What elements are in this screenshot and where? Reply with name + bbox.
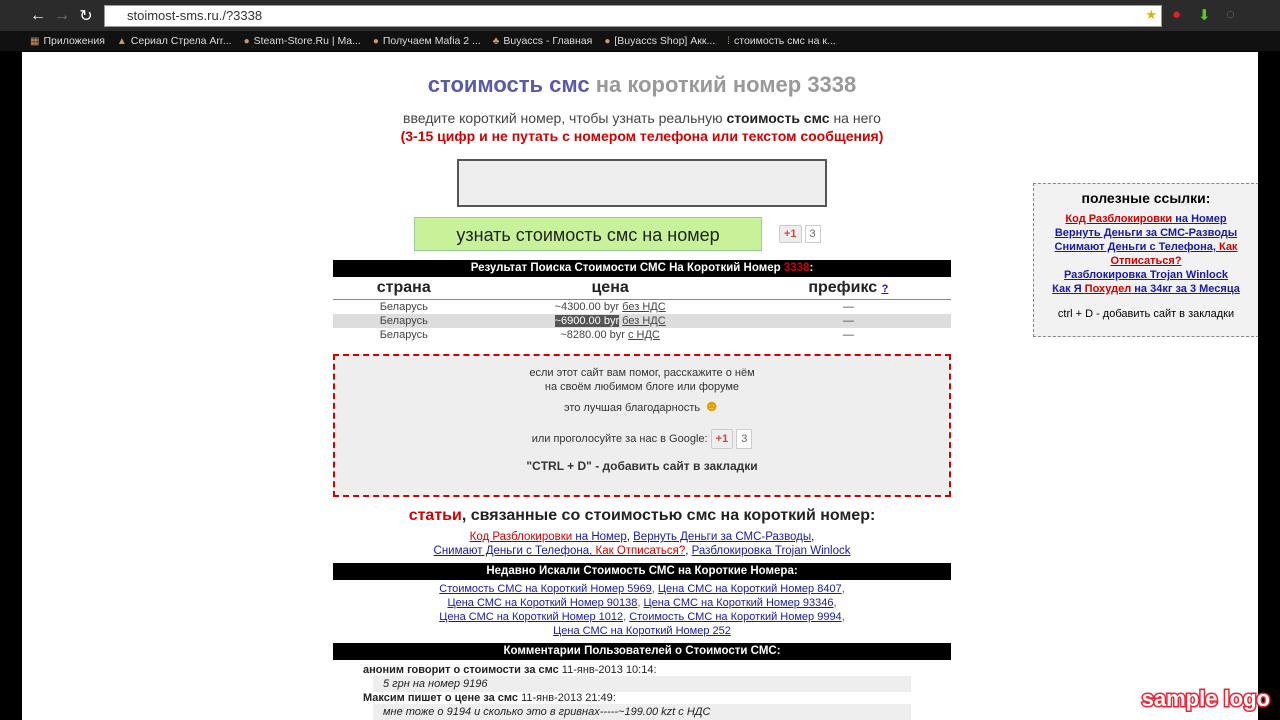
sidebar-link[interactable]: Снимают Деньги с Телефона, Как Отписаться? — [1054, 241, 1238, 267]
share-box: если этот сайт вам помог, расскажите о нём на своём любимом блоге или форуме это лучшая благодарность ☻ или проголосуйте за нас в Google: +1 3 "CTRL + D" - добавить сайт в закладки — [333, 354, 951, 497]
short-number-input[interactable] — [457, 159, 827, 207]
check-cost-button[interactable]: узнать стоимость смс на номер — [414, 217, 762, 251]
comment-text: мне тоже о 9194 и сколько это в гривнах-----~199.00 kzt с НДС — [373, 704, 911, 720]
table-row: Беларусь ~4300.00 byr без НДС — — [379, 301, 854, 313]
bookmark[interactable]: ● [Buyaccs Shop] Акк... — [604, 35, 716, 47]
page-content — [22, 52, 1258, 720]
intro-warning: (3-15 цифр и не путать с номером телефона или текстом сообщения) — [400, 128, 884, 144]
bookmark[interactable]: ⁞ стоимость смс на к... — [727, 35, 836, 47]
forward-icon[interactable]: → — [54, 6, 70, 24]
comments-section: Комментарии Пользователей о Стоимости СМС: аноним говорит о стоимости за смс 11-янв-2013 10:14: 5 грн на номер 9196 Максим пишет о цене за смс 11-янв-2013 21:49: мне тоже о 9194 и сколько это в гривнах-----~199.00 kzt с НДС — [333, 643, 951, 720]
comment-text: 5 грн на номер 9196 — [373, 676, 911, 692]
sidebar-link[interactable]: Код Разблокировки на Номер — [1065, 213, 1227, 225]
table-row: Беларусь ~6900.00 byr без НДС — — [333, 314, 951, 328]
google-plus-button[interactable]: +1 3 — [711, 429, 753, 449]
bookmark[interactable]: ♣ Buyaccs - Главная — [492, 35, 593, 47]
url-text: stoimost-sms.ru./?3338 — [127, 8, 263, 23]
recent-link[interactable]: Цена СМС на Короткий Номер 1012 — [439, 611, 624, 623]
bookmark-icon: ♣ — [492, 35, 500, 47]
extension-icon[interactable]: ● — [1172, 6, 1182, 23]
smiley-icon: ☻ — [703, 398, 721, 415]
reload-icon[interactable]: ↻ — [79, 7, 93, 25]
page-title: стоимость смс на короткий номер 3338 — [427, 72, 857, 97]
extension-icon[interactable]: ◌ — [1226, 6, 1235, 23]
steam-icon: ● — [243, 35, 250, 47]
bookmarks-bar — [0, 31, 1280, 51]
recent-link[interactable]: Цена СМС на Короткий Номер 8407 — [657, 583, 842, 595]
results-title: Результат Поиска Стоимости СМС На Короткий Номер 3338: — [333, 260, 951, 277]
results-section — [333, 260, 951, 342]
browser-toolbar — [0, 0, 1280, 31]
recent-link[interactable]: Стоимость СМС на Короткий Номер 9994 — [629, 611, 842, 623]
google-plus-button[interactable]: +1 3 — [779, 225, 821, 243]
recent-link[interactable]: Цена СМС на Короткий Номер 93346 — [643, 597, 834, 609]
prefix-help-link[interactable]: ? — [881, 283, 889, 295]
star-icon[interactable]: ★ — [1145, 7, 1157, 22]
results-table: страна цена префикс ? Беларусь ~4300.00 byr без НДС — Беларусь ~6900.00 byr без НДС — Беларусь ~8280.00 byr с НДС — — [333, 277, 951, 342]
bookmark-apps[interactable]: ▦ Приложения — [30, 35, 105, 47]
address-bar[interactable] — [104, 5, 1162, 27]
bookmark[interactable]: ● Получаем Mafia 2 ... — [372, 35, 481, 47]
useful-links-sidebar: полезные ссылки: Код Разблокировки на Номер Вернуть Деньги за СМС-Разводы Снимают Деньги с Телефона, Как Отписаться? Разблокировка Trojan Winlock Как Я Похудел на 34кг за 3 Месяца ctrl + D - добавить сайт в закладки — [1033, 183, 1258, 337]
recent-link[interactable]: Стоимость СМС на Короткий Номер 5969 — [439, 583, 652, 595]
back-icon[interactable]: ← — [30, 6, 46, 24]
bookmark[interactable]: ● Steam-Store.Ru | Ma... — [243, 35, 361, 47]
apps-icon: ▦ — [30, 35, 40, 47]
sidebar-link[interactable]: Вернуть Деньги за СМС-Разводы — [1054, 227, 1238, 239]
sidebar-link[interactable]: Разблокировка Trojan Winlock — [1063, 269, 1228, 281]
bookmark-icon: ⁞ — [727, 35, 730, 47]
sidebar-link[interactable]: Как Я Похудел на 34кг за 3 Месяца — [1052, 283, 1240, 295]
articles-title: статьи, связанные со стоимостью смс на короткий номер: — [408, 507, 876, 524]
table-row: Беларусь ~8280.00 byr с НДС — — [379, 329, 854, 341]
comment-header: аноним говорит о стоимости за смс 11-янв-2013 10:14: — [363, 664, 657, 676]
watermark-logo: sample logo — [1141, 686, 1270, 711]
bookmark-icon: ▲ — [116, 35, 127, 47]
bookmark-icon: ● — [372, 35, 379, 47]
article-link[interactable]: Вернуть Деньги за СМС-Разводы — [633, 531, 812, 543]
bookmark[interactable]: ▲ Сериал Стрела Arr... — [116, 35, 232, 47]
article-link[interactable]: Снимают Деньги с Телефона, Как Отписаться? — [433, 545, 686, 557]
article-link[interactable]: Разблокировка Trojan Winlock — [691, 545, 851, 557]
comment-header: Максим пишет о цене за смс 11-янв-2013 21:49: — [363, 692, 616, 704]
article-link[interactable]: Код Разблокировки на Номер — [469, 531, 627, 543]
recent-section: Недавно Искали Стоимость СМС на Короткие Номера: Стоимость СМС на Короткий Номер 5969, Цена СМС на Короткий Номер 8407, Цена СМС на Короткий Номер 90138, Цена СМС на Короткий Номер 93346, Цена СМС на Короткий Номер 1012, Стоимость СМС на Короткий Номер 9994, Цена СМС на Короткий Номер 252 — [333, 563, 951, 638]
bookmark-icon: ● — [604, 35, 611, 47]
intro-text: введите короткий номер, чтобы узнать реальную стоимость смс на него — [403, 110, 881, 126]
recent-link[interactable]: Цена СМС на Короткий Номер 90138 — [447, 597, 638, 609]
recent-link[interactable]: Цена СМС на Короткий Номер 252 — [553, 625, 731, 637]
download-icon[interactable]: ⬇ — [1198, 7, 1211, 24]
articles-links: Код Разблокировки на Номер, Вернуть Деньги за СМС-Разводы, Снимают Деньги с Телефона, Как Отписаться?, Разблокировка Trojan Winlock — [433, 531, 851, 557]
